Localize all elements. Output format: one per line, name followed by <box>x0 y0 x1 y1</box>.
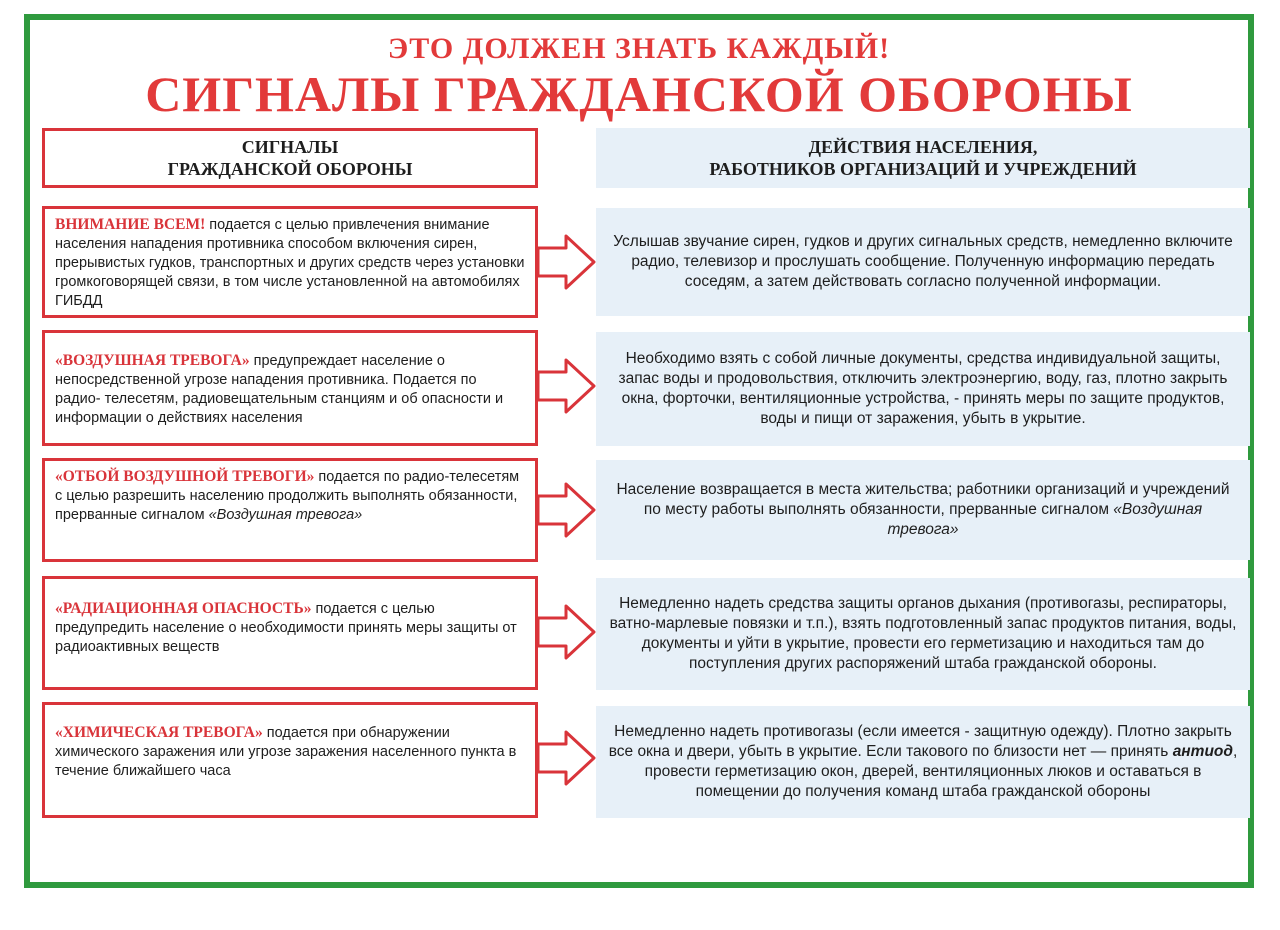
signal-name: «ВОЗДУШНАЯ ТРЕВОГА» <box>55 352 250 369</box>
arrow-right-icon <box>538 730 596 786</box>
action-air-raid-end <box>596 460 1250 560</box>
signal-name: «ХИМИЧЕСКАЯ ТРЕВОГА» <box>55 724 263 741</box>
action-emphasis: антиод <box>1172 743 1233 760</box>
arrow-right-icon <box>538 604 596 660</box>
signal-attention-all <box>42 206 538 318</box>
signal-chemical <box>42 702 538 818</box>
action-text: Услышав звучание сирен, гудков и других сигнальных средств, немедленно включите радио, телевизор и прослушать сообщение. Полученную информацию передать соседям, а затем действовать согласно полученной информации. <box>613 233 1233 290</box>
action-air-raid <box>596 332 1250 446</box>
arrow-right-icon <box>538 358 596 414</box>
signal-description: предупреждает население о непосредственной угрозе нападения противника. Подается по радио- телесетям, радиовещательным станциям и об опасности и информации о действиях населения <box>55 353 504 426</box>
action-text: Население возвращается в места жительства; работники организаций и учреждений по месту работы выполнять обязанности, прерванные сигналом <box>616 481 1230 518</box>
signals-column-header: СИГНАЛЫ ГРАЖДАНСКОЙ ОБОРОНЫ <box>42 128 538 188</box>
signal-name: ВНИМАНИЕ ВСЕМ! <box>55 216 206 233</box>
poster-frame <box>24 14 1254 888</box>
action-chemical <box>596 706 1250 818</box>
action-text: Необходимо взять с собой личные документы, средства индивидуальной защиты, запас воды и продовольствия, отключить электроэнергию, воду, газ, плотно закрыть окна, форточки, вентиляционные устройства, - принять меры по защите продуктов, воды и пищи от заражения, убыть в укрытие. <box>618 350 1228 427</box>
signal-description: подается с целью предупредить население о необходимости принять меры защиты от радиоактивных веществ <box>55 601 517 655</box>
action-text: Немедленно надеть средства защиты органов дыхания (противогазы, респираторы, ватно-марлевые повязки и т.п.), взять подготовленный запас продуктов питания, воды, документы и уйти в укрытие, провести его герметизацию и находиться там до поступления других распоряжений штаба гражданской обороны. <box>609 595 1237 672</box>
poster-subtitle: ЭТО ДОЛЖЕН ЗНАТЬ КАЖДЫЙ! <box>387 32 891 65</box>
arrow-right-icon <box>538 482 596 538</box>
action-text-tail: , провести герметизацию окон, дверей, вентиляционных люков и оставаться в помещении до получения команд штаба гражданской обороны <box>644 743 1238 800</box>
signal-reference: «Воздушная тревога» <box>208 507 363 523</box>
signal-name: «РАДИАЦИОННАЯ ОПАСНОСТЬ» <box>55 600 312 617</box>
signal-air-raid <box>42 330 538 446</box>
arrow-right-icon <box>538 234 596 290</box>
signal-description: подается при обнаружении химического заражения или угрозе заражения населенного пункта в течение ближайшего часа <box>55 725 517 779</box>
action-radiation <box>596 578 1250 690</box>
signal-air-raid-end <box>42 458 538 562</box>
action-reference: «Воздушная тревога» <box>887 501 1203 538</box>
poster-title: СИГНАЛЫ ГРАЖДАНСКОЙ ОБОРОНЫ <box>145 66 1133 122</box>
signal-description: подается с целью привлечения внимание населения нападения противника способом включения сирен, прерывистых гудков, транспортных и других средств через установки громкоговорящей связи, в том числе установленной на автомобилях ГИБДД <box>55 217 525 309</box>
actions-column-header: ДЕЙСТВИЯ НАСЕЛЕНИЯ, РАБОТНИКОВ ОРГАНИЗАЦИЙ И УЧРЕЖДЕНИЙ <box>596 128 1250 188</box>
signal-description: подается по радио-телесетям с целью разрешить населению продолжить выполнять обязанности, прерванные сигналом <box>55 469 520 523</box>
action-text: Немедленно надеть противогазы (если имеется - защитную одежду). Плотно закрыть все окна и двери, убыть в укрытие. Если такового по близости нет — принять <box>608 723 1232 760</box>
signal-radiation <box>42 576 538 690</box>
action-attention-all <box>596 208 1250 316</box>
signal-name: «ОТБОЙ ВОЗДУШНОЙ ТРЕВОГИ» <box>55 468 315 485</box>
